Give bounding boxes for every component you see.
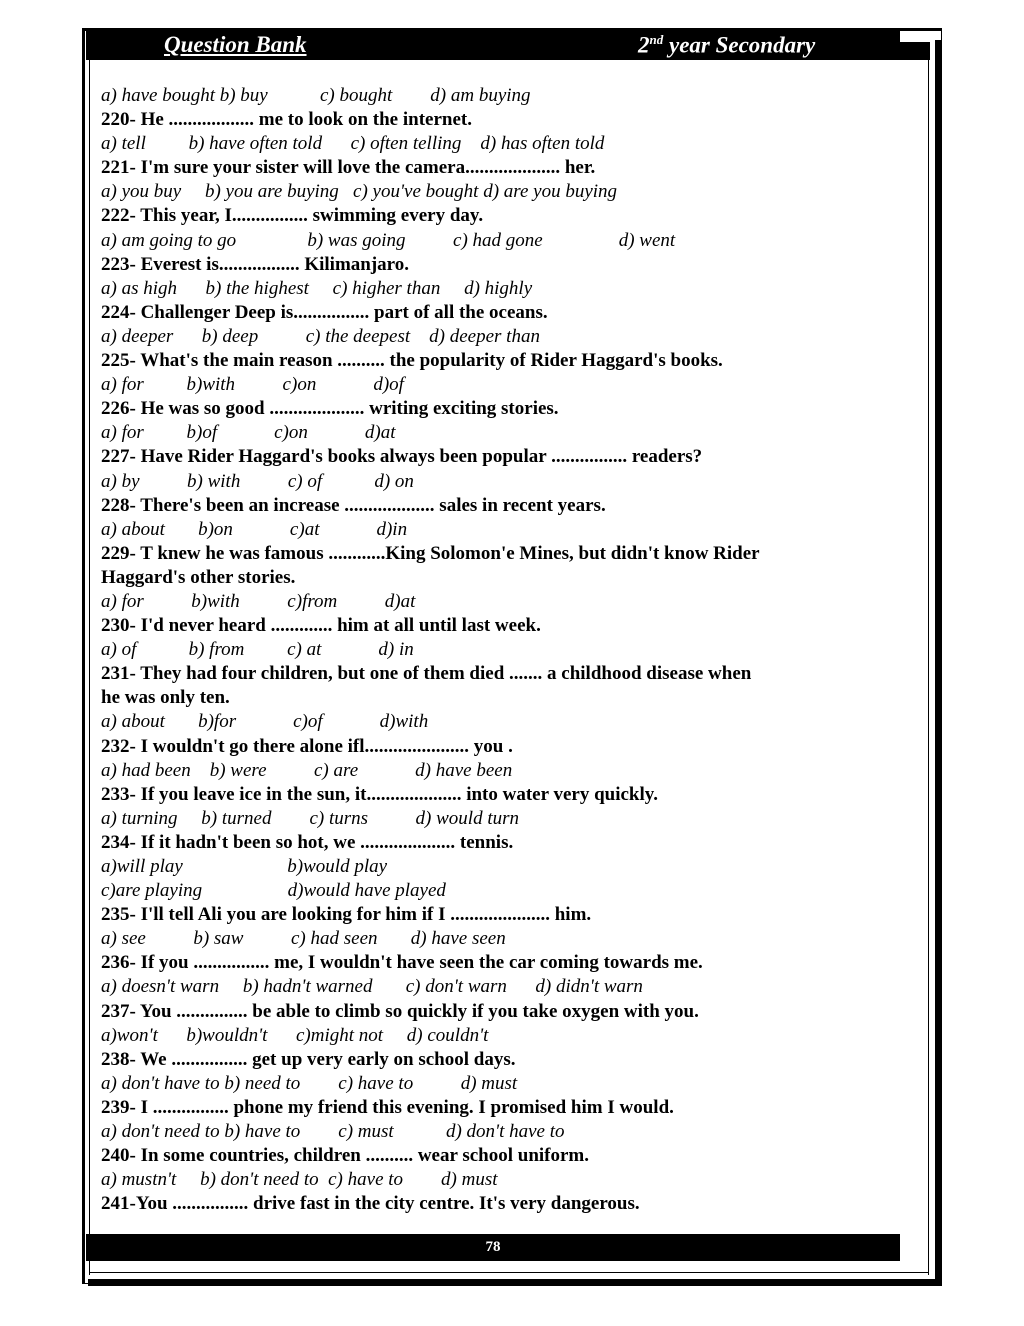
question-line: 234- If it hadn't been so hot, we .................... tennis. xyxy=(101,831,514,853)
options-line: a) as high b) the highest c) higher than d) highly xyxy=(101,277,533,299)
options-line: c)are playing d)would have played xyxy=(101,880,446,902)
options-line: a) see b) saw c) had seen d) have seen xyxy=(101,928,506,950)
options-line: a) for b)of c)on d)at xyxy=(101,422,396,444)
options-line: a) am going to go b) was going c) had gone d) went xyxy=(101,229,676,251)
options-line: a)will play b)would play xyxy=(101,856,388,877)
question-line: 229- T knew he was famous ............King Solomon'e Mines, but didn't know Rider xyxy=(101,542,760,564)
options-line: a)won't b)wouldn't c)might not d) couldn't xyxy=(101,1024,489,1046)
frame-shadow-right xyxy=(935,40,942,1286)
options-line: a) don't have to b) need to c) have to d) must xyxy=(101,1072,518,1094)
question-line: 236- If you ................ me, I wouldn't have seen the car coming towards me. xyxy=(101,952,703,974)
question-line: he was only ten. xyxy=(101,687,230,709)
frame-inner-right xyxy=(928,60,929,1275)
question-line: 225- What's the main reason .......... the popularity of Rider Haggard's books. xyxy=(101,350,723,372)
frame-inner-bottom xyxy=(89,1272,929,1273)
header-title: Question Bank xyxy=(164,32,307,57)
question-line: 238- We ................ get up very early on school days. xyxy=(101,1048,516,1070)
header-tab xyxy=(900,42,930,60)
question-line: 221- I'm sure your sister will love the camera.................... her. xyxy=(101,157,596,179)
options-line: a) about b)on c)at d)in xyxy=(101,518,408,540)
question-line: 227- Have Rider Haggard's books always been popular ................ readers? xyxy=(101,446,703,468)
options-line: a) doesn't warn b) hadn't warned c) don't warn d) didn't warn xyxy=(101,976,643,998)
question-line: 232- I wouldn't go there alone ifl...................... you . xyxy=(101,735,513,757)
question-line: 223- Everest is................. Kilimanjaro. xyxy=(101,253,410,275)
question-line: 241-You ................ drive fast in the city centre. It's very dangerous. xyxy=(101,1193,640,1215)
options-line: a) don't need to b) have to c) must d) don't have to xyxy=(101,1121,565,1143)
question-line: 228- There's been an increase ................... sales in recent years. xyxy=(101,494,606,516)
question-line: 237- You ............... be able to climb so quickly if you take oxygen with you. xyxy=(101,1000,699,1022)
options-line: a) about b)for c)of d)with xyxy=(101,711,429,733)
question-line: 240- In some countries, children .......... wear school uniform. xyxy=(101,1145,590,1167)
question-line: 239- I ................ phone my friend this evening. I promised him I would. xyxy=(101,1096,674,1118)
question-line: 231- They had four children, but one of them died ....... a childhood disease when xyxy=(101,663,752,685)
options-line: a) turning b) turned c) turns d) would turn xyxy=(101,807,519,829)
options-line: a) had been b) were c) are d) have been xyxy=(101,759,513,781)
header-bar xyxy=(86,30,900,60)
question-line: 233- If you leave ice in the sun, it.................... into water very quickly. xyxy=(101,783,658,805)
frame-inner-left xyxy=(89,60,90,1275)
options-line: a) for b)with c)on d)of xyxy=(101,374,404,396)
frame-shadow-bottom xyxy=(88,1279,942,1286)
question-line: 222- This year, I................ swimming every day. xyxy=(101,205,484,227)
options-line: a) of b) from c) at d) in xyxy=(101,639,414,661)
options-line: a) for b)with c)from d)at xyxy=(101,590,416,612)
question-line: 224- Challenger Deep is................ part of all the oceans. xyxy=(101,301,548,323)
options-line: a) deeper b) deep c) the deepest d) deeper than xyxy=(101,325,540,347)
options-line: a) by b) with c) of d) on xyxy=(101,470,414,492)
footer-bar xyxy=(86,1234,900,1261)
question-line: Haggard's other stories. xyxy=(101,566,296,588)
question-line: 226- He was so good .................... writing exciting stories. xyxy=(101,398,559,420)
options-line: a) have bought b) buy c) bought d) am buying xyxy=(101,85,531,106)
question-line: 235- I'll tell Ali you are looking for him if I ..................... him. xyxy=(101,904,592,926)
page-number: 78 xyxy=(485,1239,501,1255)
options-line: a) tell b) have often told c) often telling d) has often told xyxy=(101,133,605,155)
question-list xyxy=(101,84,911,1216)
question-line: 220- He .................. me to look on the internet. xyxy=(101,109,472,131)
options-line: a) mustn't b) don't need to c) have to d) must xyxy=(101,1169,498,1191)
options-line: a) you buy b) you are buying c) you've bought d) are you buying xyxy=(101,181,618,203)
header-grade: 2nd year Secondary xyxy=(638,32,816,58)
question-line: 230- I'd never heard ............. him at all until last week. xyxy=(101,615,541,637)
